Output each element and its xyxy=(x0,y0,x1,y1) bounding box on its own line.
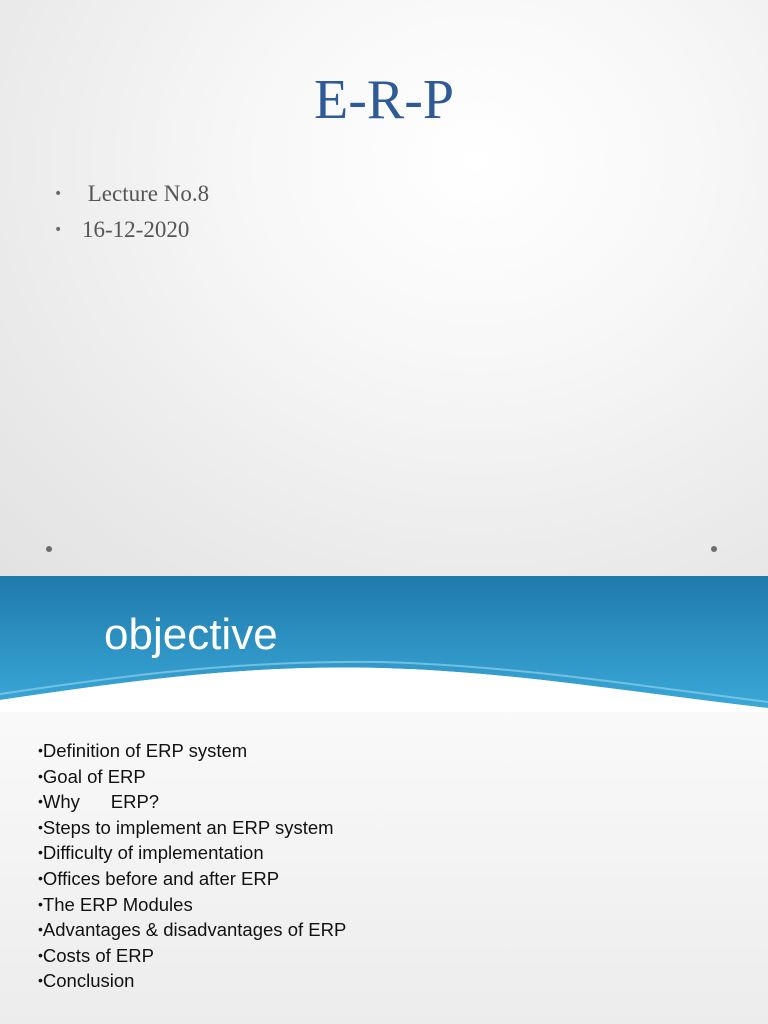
slide-objective xyxy=(0,576,768,1024)
objective-item-text: Difficulty of implementation xyxy=(42,842,264,864)
bullet-dot-icon: • xyxy=(38,946,43,963)
objective-item-text: Costs of ERP xyxy=(42,944,154,966)
objective-item-text: Offices before and after ERP xyxy=(42,867,280,889)
objective-item xyxy=(38,943,346,969)
objective-item xyxy=(38,968,346,994)
objective-item xyxy=(38,738,346,764)
objective-item-text: Goal of ERP xyxy=(42,765,146,787)
slide-title-heading: E-R-P xyxy=(314,69,454,131)
objective-item xyxy=(38,815,346,841)
bullet-text: Lecture No.8 xyxy=(82,181,210,206)
decorative-dot-right xyxy=(711,546,717,552)
bullet-dot-icon: • xyxy=(54,186,63,202)
bullet-item xyxy=(52,176,209,212)
bullet-dot-icon: • xyxy=(38,921,43,938)
bullet-dot-icon: • xyxy=(38,742,43,758)
bullet-dot-icon: • xyxy=(38,767,43,784)
objective-item xyxy=(38,917,346,943)
bullet-dot-icon: • xyxy=(38,972,43,989)
slide-title-bullets xyxy=(52,176,209,248)
objective-item-text: Why ERP? xyxy=(42,791,160,813)
bullet-dot-icon: • xyxy=(54,222,63,238)
objective-item xyxy=(38,866,346,892)
bullet-text: 16-12-2020 xyxy=(82,217,190,242)
objective-item xyxy=(38,892,346,918)
bullet-dot-icon: • xyxy=(38,869,43,886)
objective-item xyxy=(38,789,346,815)
objective-item-text: The ERP Modules xyxy=(42,893,193,915)
objective-item xyxy=(38,840,346,866)
bullet-dot-icon: • xyxy=(38,895,43,912)
bullet-dot-icon: • xyxy=(38,818,43,835)
objective-item-text: Conclusion xyxy=(42,970,135,992)
objective-heading: objective xyxy=(104,610,278,659)
decorative-dot-left xyxy=(46,546,52,552)
objective-bullets xyxy=(38,738,346,994)
objective-item-text: Advantages & disadvantages of ERP xyxy=(42,919,347,941)
bullet-dot-icon: • xyxy=(38,793,43,810)
objective-item xyxy=(38,764,346,790)
bullet-item xyxy=(52,212,209,248)
objective-item-text: Definition of ERP system xyxy=(42,740,248,761)
objective-item-text: Steps to implement an ERP system xyxy=(42,816,334,838)
bullet-dot-icon: • xyxy=(38,844,43,861)
